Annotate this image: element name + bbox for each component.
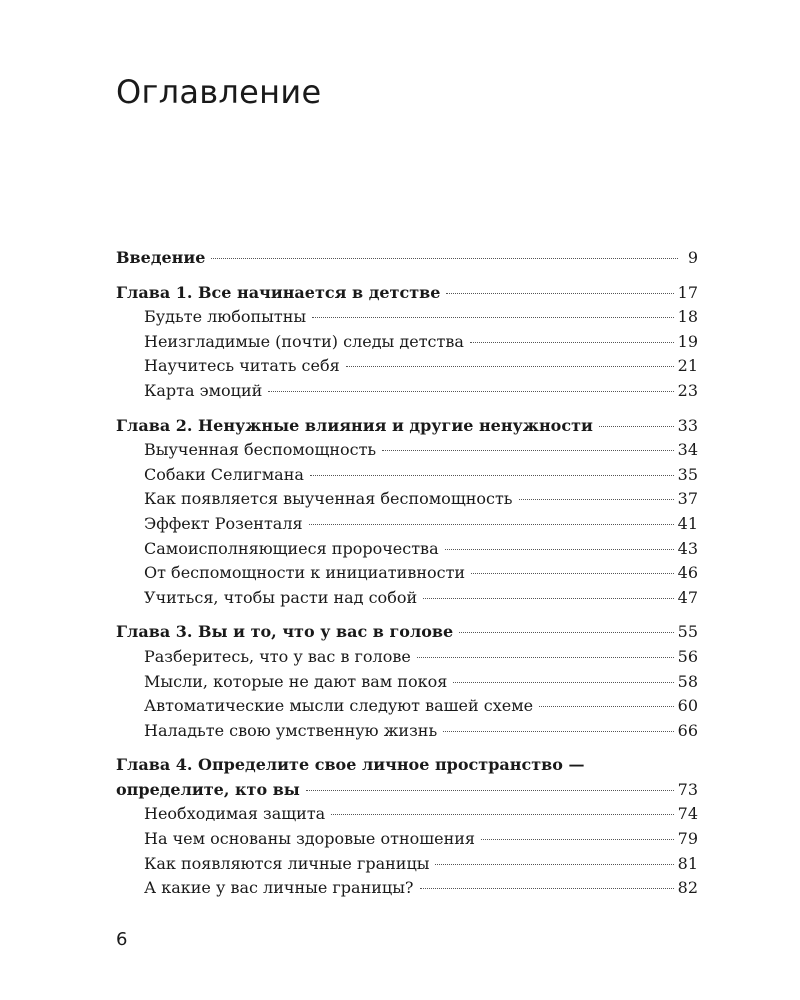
- toc-entry-page: 35: [677, 464, 698, 484]
- dot-leader: [539, 705, 674, 707]
- toc-entry-title: Введение: [116, 248, 206, 267]
- toc-entry-page: 55: [677, 622, 698, 642]
- toc-entry-page: 23: [677, 380, 698, 400]
- toc-entry-page: 34: [677, 440, 698, 460]
- table-of-contents: [116, 246, 698, 901]
- dot-leader: [470, 341, 674, 343]
- toc-entry-title: Самоисполняющиеся пророчества: [144, 538, 439, 558]
- dot-leader: [423, 597, 674, 599]
- toc-entry-page: 82: [677, 878, 698, 898]
- dot-leader: [312, 316, 673, 318]
- page-number: 6: [116, 929, 128, 950]
- toc-entry-page: 46: [677, 563, 698, 583]
- toc-entry-page: 17: [677, 282, 698, 302]
- dot-leader: [306, 789, 674, 791]
- toc-entry-page: 18: [677, 307, 698, 327]
- toc-entry-page: 81: [677, 853, 698, 873]
- dot-leader: [459, 631, 673, 633]
- toc-entry-page: 79: [677, 829, 698, 849]
- dot-leader: [599, 425, 674, 427]
- toc-section-entry[interactable]: [116, 561, 698, 586]
- dot-leader: [435, 863, 673, 865]
- dot-leader: [211, 257, 678, 259]
- toc-chapter-entry[interactable]: [116, 753, 698, 778]
- toc-entry-page: 74: [677, 804, 698, 824]
- toc-entry-title: Как появляется выученная беспомощность: [144, 489, 513, 509]
- toc-entry-title: Глава 3. Вы и то, что у вас в голове: [116, 622, 454, 642]
- toc-entry-page: 37: [677, 489, 698, 509]
- dot-leader: [453, 681, 673, 683]
- toc-entry-page: 33: [677, 415, 698, 435]
- toc-entry-page: 41: [677, 513, 698, 533]
- toc-entry-title: На чем основаны здоровые отношения: [144, 829, 476, 849]
- toc-entry-title: Научитесь читать себя: [144, 356, 340, 376]
- toc-entry-page: 9: [687, 248, 698, 267]
- toc-section-entry[interactable]: [116, 827, 698, 852]
- toc-entry-title: Глава 2. Ненужные влияния и другие ненужности: [116, 415, 593, 435]
- dot-leader: [310, 474, 674, 476]
- toc-section-entry[interactable]: [116, 354, 698, 379]
- toc-entry-title: Необходимая защита: [144, 804, 326, 824]
- toc-entry-title: Мысли, которые не дают вам покоя: [144, 671, 448, 691]
- toc-section-entry[interactable]: [116, 645, 698, 670]
- toc-chapter-entry[interactable]: [116, 281, 698, 306]
- toc-entry-title: А какие у вас личные границы?: [144, 878, 414, 898]
- dot-leader: [443, 730, 673, 732]
- toc-chapter-entry[interactable]: [116, 414, 698, 439]
- toc-entry-page: 73: [677, 779, 698, 799]
- toc-entry-page: 47: [677, 587, 698, 607]
- page-title: Оглавление: [116, 73, 322, 111]
- dot-leader: [331, 813, 673, 815]
- dot-leader: [471, 572, 674, 574]
- toc-section-entry[interactable]: [116, 876, 698, 901]
- toc-entry-title: Эффект Розенталя: [144, 513, 303, 533]
- dot-leader: [417, 656, 674, 658]
- toc-entry-title: Неизгладимые (почти) следы детства: [144, 331, 464, 351]
- dot-leader: [346, 365, 674, 367]
- toc-entry-page: 58: [677, 671, 698, 691]
- toc-entry-page: 60: [677, 696, 698, 716]
- dot-leader: [446, 292, 673, 294]
- toc-entry-title: Разберитесь, что у вас в голове: [144, 646, 411, 666]
- toc-section-entry[interactable]: [116, 670, 698, 695]
- toc-entry-title: Будьте любопытны: [144, 307, 307, 327]
- toc-entry-title: Собаки Селигмана: [144, 464, 304, 484]
- dot-leader: [445, 548, 674, 550]
- toc-chapter-entry[interactable]: [116, 246, 698, 271]
- toc-section-entry[interactable]: [116, 586, 698, 611]
- toc-section-entry[interactable]: [116, 802, 698, 827]
- toc-section-entry[interactable]: [116, 694, 698, 719]
- toc-chapter-entry[interactable]: [116, 778, 698, 803]
- toc-entry-title: Учиться, чтобы расти над собой: [144, 587, 418, 607]
- dot-leader: [519, 498, 674, 500]
- dot-leader: [268, 390, 673, 392]
- toc-entry-title: Глава 4. Определите свое личное пространство —: [116, 755, 585, 775]
- toc-entry-title: Выученная беспомощность: [144, 440, 377, 460]
- toc-entry-title: Глава 1. Все начинается в детстве: [116, 282, 441, 302]
- toc-entry-title: определите, кто вы: [116, 779, 300, 799]
- toc-entry-page: 66: [677, 720, 698, 740]
- section-gap: [116, 610, 698, 620]
- toc-section-entry[interactable]: [116, 719, 698, 744]
- toc-section-entry[interactable]: [116, 487, 698, 512]
- toc-entry-page: 19: [677, 331, 698, 351]
- dot-leader: [309, 523, 674, 525]
- toc-entry-page: 56: [677, 646, 698, 666]
- toc-section-entry[interactable]: [116, 438, 698, 463]
- toc-section-entry[interactable]: [116, 512, 698, 537]
- section-gap: [116, 271, 698, 281]
- toc-chapter-entry[interactable]: [116, 620, 698, 645]
- dot-leader: [382, 449, 674, 451]
- toc-section-entry[interactable]: [116, 330, 698, 355]
- toc-entry-title: Автоматические мысли следуют вашей схеме: [144, 696, 534, 716]
- dot-leader: [481, 838, 674, 840]
- section-gap: [116, 743, 698, 753]
- toc-entry-title: Наладьте свою умственную жизнь: [144, 720, 438, 740]
- toc-entry-page: 21: [677, 356, 698, 376]
- toc-section-entry[interactable]: [116, 379, 698, 404]
- dot-leader: [420, 887, 674, 889]
- toc-entry-title: Карта эмоций: [144, 380, 263, 400]
- toc-section-entry[interactable]: [116, 852, 698, 877]
- toc-entry-title: Как появляются личные границы: [144, 853, 430, 873]
- toc-entry-page: 43: [677, 538, 698, 558]
- toc-section-entry[interactable]: [116, 537, 698, 562]
- section-gap: [116, 404, 698, 414]
- toc-entry-title: От беспомощности к инициативности: [144, 563, 466, 583]
- toc-section-entry[interactable]: [116, 305, 698, 330]
- toc-section-entry[interactable]: [116, 463, 698, 488]
